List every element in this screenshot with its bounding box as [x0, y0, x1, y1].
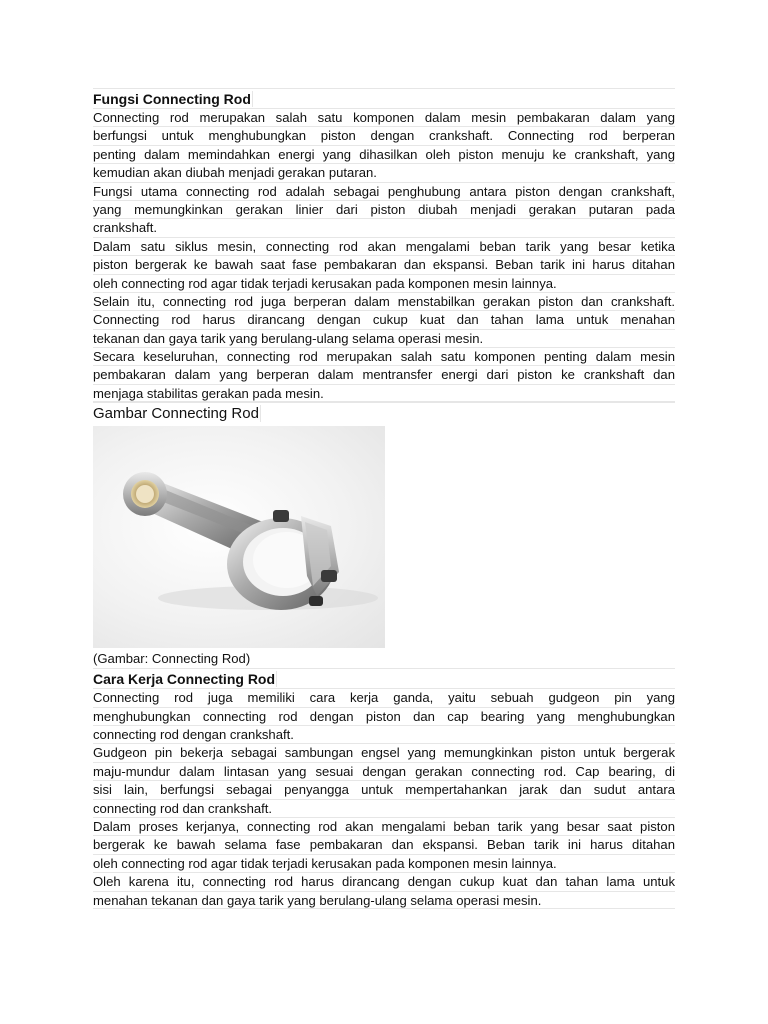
section-body-cara-kerja — [93, 688, 675, 909]
document — [93, 88, 675, 909]
section-title-fungsi: Fungsi Connecting Rod — [93, 88, 675, 108]
paragraph-line: bergerak ke bawah selama fase pembakaran dan ekspansi. Beban tarik ini harus ditahan — [93, 837, 675, 853]
connecting-rod-illustration — [93, 426, 385, 648]
section-title-cara-kerja: Cara Kerja Connecting Rod — [93, 668, 675, 688]
paragraph-line: connecting rod dengan crankshaft. — [93, 725, 675, 743]
paragraph-line: Dalam proses kerjanya, connecting rod akan mengalami beban tarik yang besar saat piston — [93, 818, 675, 834]
paragraph-line: berfungsi untuk menghubungkan piston dengan crankshaft. Connecting rod berperan — [93, 128, 675, 144]
paragraph-line: pembakaran dalam yang berperan dalam mentransfer energi dari piston ke crankshaft dan — [93, 367, 675, 383]
figure-caption: (Gambar: Connecting Rod) — [93, 651, 251, 667]
paragraph-line: Gudgeon pin bekerja sebagai sambungan engsel yang memungkinkan piston untuk bergerak — [93, 745, 675, 761]
paragraph-line: crankshaft. — [93, 218, 675, 236]
paragraph-line: Connecting rod merupakan salah satu komponen dalam mesin pembakaran dalam yang — [93, 110, 675, 125]
paragraph-line: oleh connecting rod agar tidak terjadi kerusakan pada komponen mesin lainnya. — [93, 274, 675, 292]
paragraph-line: oleh connecting rod agar tidak terjadi kerusakan pada komponen mesin lainnya. — [93, 854, 675, 872]
paragraph-line: Secara keseluruhan, connecting rod merupakan salah satu komponen penting dalam mesin — [93, 349, 675, 365]
paragraph-line: menjaga stabilitas gerakan pada mesin. — [93, 384, 675, 402]
paragraph-line: menahan tekanan dan gaya tarik yang berulang-ulang selama operasi mesin. — [93, 891, 675, 909]
paragraph-line: Connecting rod harus dirancang dengan cukup kuat dan tahan lama untuk menahan — [93, 312, 675, 328]
paragraph-line: Fungsi utama connecting rod adalah sebagai penghubung antara piston dengan crankshaft, — [93, 183, 675, 199]
section-body-fungsi — [93, 108, 675, 402]
paragraph-line: sisi lain, berfungsi sebagai penyangga untuk mempertahankan jarak dan sudut antara — [93, 782, 675, 798]
paragraph-line: maju-mundur dalam lintasan yang sesuai dengan gerakan connecting rod. Cap bearing, di — [93, 763, 675, 779]
paragraph-line: tekanan dan gaya tarik yang berulang-ulang selama operasi mesin. — [93, 329, 675, 347]
connecting-rod-photo — [93, 426, 385, 648]
paragraph-line: Oleh karena itu, connecting rod harus dirancang dengan cukup kuat dan tahan lama untuk — [93, 874, 675, 890]
paragraph-line: piston bergerak ke bawah saat fase pembakaran dan ekspansi. Beban tarik ini harus ditahan — [93, 257, 675, 273]
paragraph-line: yang memungkinkan gerakan linier dari piston diubah menjadi gerakan putaran pada — [93, 201, 675, 217]
figure-heading: Gambar Connecting Rod — [93, 402, 675, 424]
paragraph-line: kemudian akan diubah menjadi gerakan putaran. — [93, 163, 675, 181]
paragraph-line: Selain itu, connecting rod juga berperan dalam menstabilkan gerakan piston dan crankshaft. — [93, 293, 675, 309]
paragraph-line: menghubungkan connecting rod dengan piston dan cap bearing yang menghubungkan — [93, 708, 675, 724]
paragraph-line: Dalam satu siklus mesin, connecting rod akan mengalami beban tarik yang besar ketika — [93, 238, 675, 254]
paragraph-line: connecting rod dan crankshaft. — [93, 799, 675, 817]
paragraph-line: Connecting rod juga memiliki cara kerja ganda, yaitu sebuah gudgeon pin yang — [93, 690, 675, 706]
paragraph-line: penting dalam memindahkan energi yang dihasilkan oleh piston menuju ke crankshaft, yang — [93, 146, 675, 162]
